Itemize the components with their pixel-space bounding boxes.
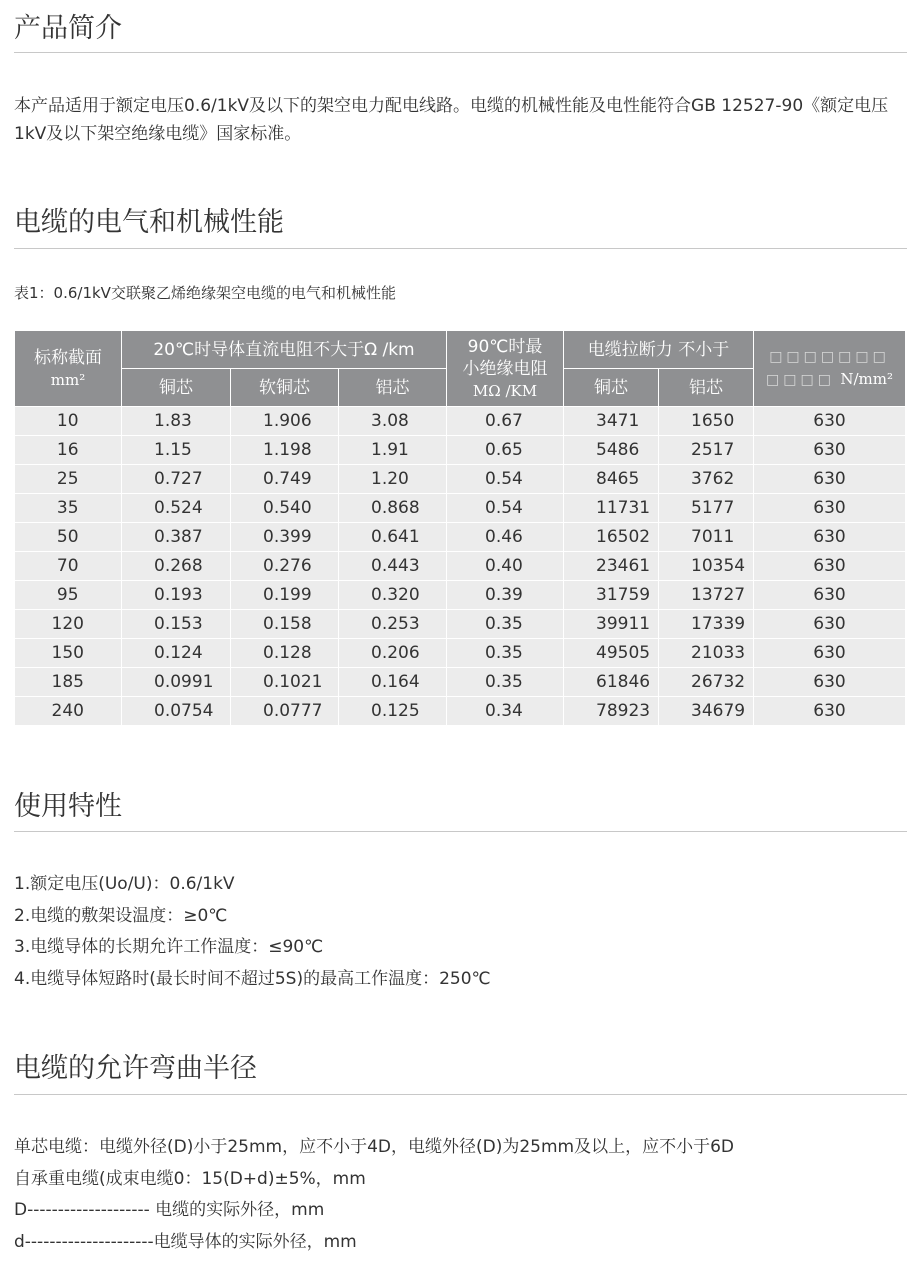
table-cell: 630: [754, 523, 906, 552]
table-cell: 16502: [564, 523, 659, 552]
table-cell: 630: [754, 465, 906, 494]
table-row: [15, 639, 906, 668]
table-cell: 35: [15, 494, 122, 523]
table-cell: 0.727: [122, 465, 231, 494]
header-last-boxes1: □□□□□□□: [769, 349, 890, 365]
table-cell: 13727: [659, 581, 754, 610]
table-cell: 0.268: [122, 552, 231, 581]
table-cell: 0.46: [447, 523, 564, 552]
header-insulation-unit: MΩ /KM: [472, 381, 538, 400]
table-cell: 0.0754: [122, 697, 231, 726]
table-cell: 630: [754, 668, 906, 697]
properties-divider: [14, 248, 907, 249]
properties-title: 电缆的电气和机械性能: [14, 207, 284, 238]
table-cell: 0.65: [447, 436, 564, 465]
table-cell: 3.08: [339, 407, 447, 436]
table-row: [15, 697, 906, 726]
table-cell: 0.443: [339, 552, 447, 581]
table-cell: 0.54: [447, 465, 564, 494]
table-cell: 0.0991: [122, 668, 231, 697]
table-cell: 34679: [659, 697, 754, 726]
table-cell: 0.35: [447, 668, 564, 697]
table-cell: 0.128: [231, 639, 339, 668]
table-cell: 0.868: [339, 494, 447, 523]
table-cell: 630: [754, 610, 906, 639]
table-cell: 2517: [659, 436, 754, 465]
table-cell: 7011: [659, 523, 754, 552]
table-cell: 23461: [564, 552, 659, 581]
table-cell: 0.320: [339, 581, 447, 610]
table-cell: 0.276: [231, 552, 339, 581]
table-cell: 630: [754, 581, 906, 610]
table-cell: 185: [15, 668, 122, 697]
table-row: [15, 465, 906, 494]
table-cell: 8465: [564, 465, 659, 494]
intro-text: 本产品适用于额定电压0.6/1kV及以下的架空电力配电线路。电缆的机械性能及电性能符合GB 12527-90《额定电压1kV及以下架空绝缘电缆》国家标准。: [14, 96, 889, 144]
header-resistance: 20℃时导体直流电阻不大于Ω /km: [122, 331, 447, 369]
table-cell: 5177: [659, 494, 754, 523]
table-cell: 0.193: [122, 581, 231, 610]
table-cell: 0.124: [122, 639, 231, 668]
table-cell: 1.906: [231, 407, 339, 436]
table-cell: 630: [754, 697, 906, 726]
table-cell: 21033: [659, 639, 754, 668]
usage-title: 使用特性: [14, 791, 122, 822]
table-cell: 0.67: [447, 407, 564, 436]
table-cell: 1.20: [339, 465, 447, 494]
table-cell: 0.153: [122, 610, 231, 639]
table-cell: 630: [754, 552, 906, 581]
table-cell: 26732: [659, 668, 754, 697]
usage-divider: [14, 831, 907, 832]
header-last-boxes2: □□□□: [766, 372, 835, 388]
header-tensile-aluminum: 铝芯: [659, 369, 754, 407]
table-cell: 49505: [564, 639, 659, 668]
header-tensile-copper: 铜芯: [564, 369, 659, 407]
table-cell: 630: [754, 436, 906, 465]
table-cell: 0.399: [231, 523, 339, 552]
table-caption: 表1：0.6/1kV交联聚乙烯绝缘架空电缆的电气和机械性能: [14, 284, 396, 302]
table-cell: 0.540: [231, 494, 339, 523]
table-cell: 95: [15, 581, 122, 610]
table-cell: 0.34: [447, 697, 564, 726]
table-cell: 0.749: [231, 465, 339, 494]
list-item: d---------------------电缆导体的实际外径，mm: [14, 1231, 357, 1252]
header-section-label: 标称截面: [34, 347, 102, 368]
table-cell: 5486: [564, 436, 659, 465]
table-cell: 31759: [564, 581, 659, 610]
table-cell: 1.15: [122, 436, 231, 465]
table-cell: 61846: [564, 668, 659, 697]
list-item: 单芯电缆：电缆外径(D)小于25mm，应不小于4D，电缆外径(D)为25mm及以上，应不小于6D: [14, 1137, 735, 1157]
header-copper: 铜芯: [122, 369, 231, 407]
table-cell: 25: [15, 465, 122, 494]
header-last: [754, 331, 906, 407]
list-item: 2.电缆的敷架设温度：≥0℃: [14, 905, 228, 926]
table-cell: 10: [15, 407, 122, 436]
table-cell: 630: [754, 494, 906, 523]
intro-title: 产品简介: [14, 13, 122, 44]
table-cell: 0.387: [122, 523, 231, 552]
table-body: [15, 407, 906, 726]
list-item: D-------------------- 电缆的实际外径，mm: [14, 1200, 325, 1220]
table-cell: 50: [15, 523, 122, 552]
table-cell: 0.1021: [231, 668, 339, 697]
table-row: [15, 581, 906, 610]
bending-divider: [14, 1094, 907, 1095]
table-cell: 0.54: [447, 494, 564, 523]
table-cell: 1.83: [122, 407, 231, 436]
table-cell: 0.125: [339, 697, 447, 726]
table-cell: 16: [15, 436, 122, 465]
header-tensile: 电缆拉断力 不小于: [564, 331, 754, 369]
table-cell: 0.0777: [231, 697, 339, 726]
bending-title: 电缆的允许弯曲半径: [14, 1053, 257, 1084]
table-row: [15, 610, 906, 639]
table-cell: 1.198: [231, 436, 339, 465]
table-cell: 630: [754, 639, 906, 668]
intro-divider: [14, 52, 907, 53]
table-cell: 39911: [564, 610, 659, 639]
table-cell: 0.35: [447, 610, 564, 639]
table-cell: 150: [15, 639, 122, 668]
table-cell: 0.164: [339, 668, 447, 697]
table-cell: 1.91: [339, 436, 447, 465]
table-cell: 120: [15, 610, 122, 639]
table-cell: 0.641: [339, 523, 447, 552]
table-row: [15, 407, 906, 436]
header-insulation: [447, 331, 564, 407]
table-cell: 630: [754, 407, 906, 436]
table-row: [15, 494, 906, 523]
properties-table: [14, 330, 906, 726]
table-cell: 0.199: [231, 581, 339, 610]
header-section-unit: mm²: [50, 370, 86, 389]
table-cell: 0.206: [339, 639, 447, 668]
table-cell: 17339: [659, 610, 754, 639]
table-row: [15, 436, 906, 465]
table-cell: 3471: [564, 407, 659, 436]
table-cell: 78923: [564, 697, 659, 726]
table-cell: 11731: [564, 494, 659, 523]
table-cell: 0.35: [447, 639, 564, 668]
header-section: [15, 331, 122, 407]
list-item: 4.电缆导体短路时(最长时间不超过5S)的最高工作温度：250℃: [14, 968, 491, 989]
table-row: [15, 523, 906, 552]
table-cell: 0.524: [122, 494, 231, 523]
table-cell: 0.39: [447, 581, 564, 610]
table-cell: 1650: [659, 407, 754, 436]
usage-list: [14, 869, 491, 995]
table-cell: 240: [15, 697, 122, 726]
list-item: 3.电缆导体的长期允许工作温度：≤90℃: [14, 937, 324, 957]
header-insulation-line1: 90℃时最: [467, 336, 543, 357]
header-last-unit: N/mm²: [840, 370, 893, 388]
list-item: 自承重电缆(成束电缆0：15(D+d)±5%，mm: [14, 1168, 366, 1189]
table-cell: 10354: [659, 552, 754, 581]
bending-list: [14, 1132, 734, 1258]
header-insulation-line2: 小绝缘电阻: [462, 358, 548, 379]
table-row: [15, 552, 906, 581]
header-soft-copper: 软铜芯: [231, 369, 339, 407]
table-cell: 3762: [659, 465, 754, 494]
header-aluminum: 铝芯: [339, 369, 447, 407]
list-item: 1.额定电压(Uo/U)：0.6/1kV: [14, 874, 235, 894]
table-row: [15, 668, 906, 697]
table-cell: 70: [15, 552, 122, 581]
table-cell: 0.40: [447, 552, 564, 581]
table-cell: 0.158: [231, 610, 339, 639]
table-cell: 0.253: [339, 610, 447, 639]
